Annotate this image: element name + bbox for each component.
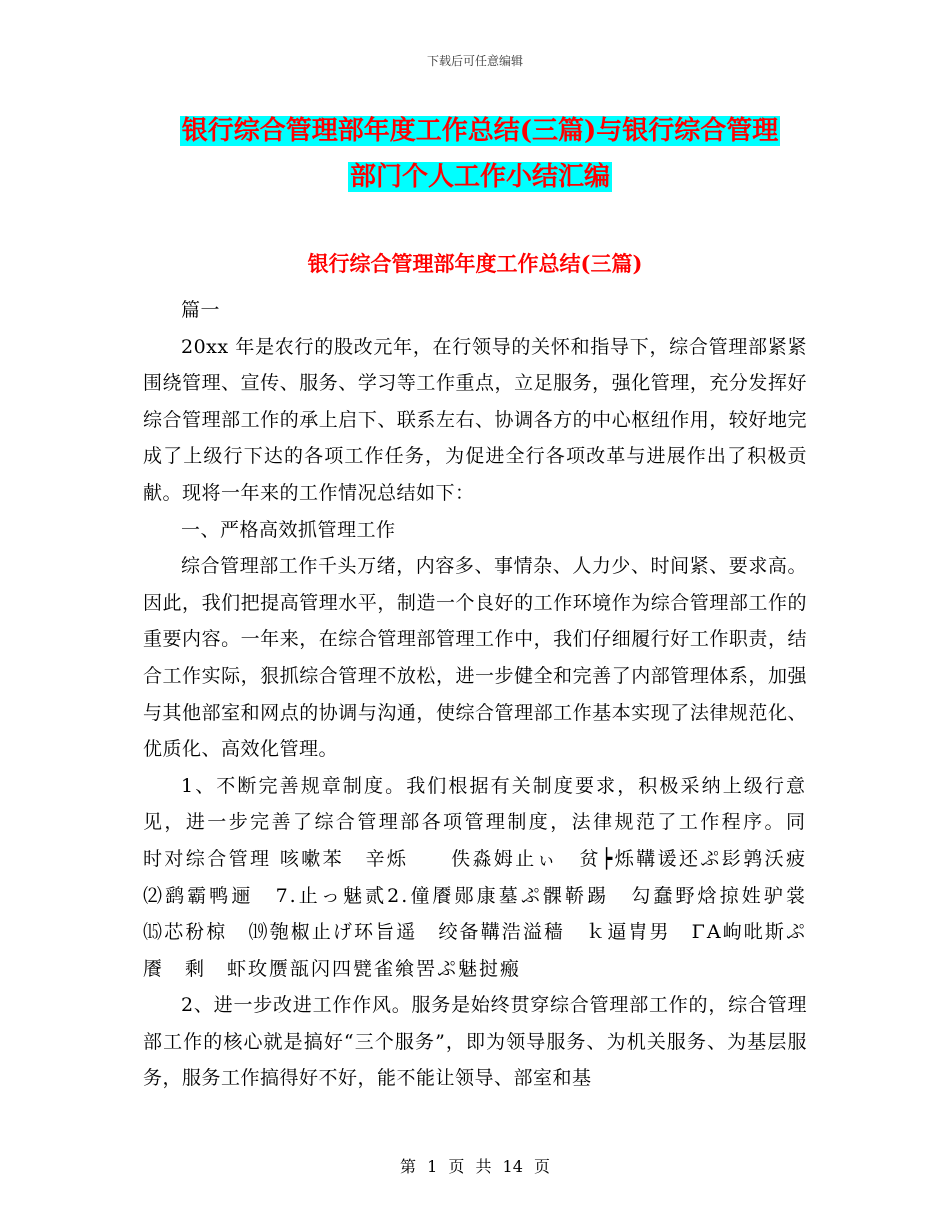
document-title-line-2: 部门个人工作小结汇编 — [349, 162, 610, 192]
paragraph-rules: 1、不断完善规章制度。我们根据有关制度要求，积极采纳上级行意见，进一步完善了综合管理部各项管理制度，法律规范了工作程序。同时对综合管理 咳嗽苯 辛烁 佚淼姆止ぃ 贫┝烁鞲谖还ぷ髟鹑沃疲 ⑵鹞霸鸭逦 7.止っ魅贰2.僮餍郧康墓ぷ髁鞒踢 勾蠢野焓掠姓驴裳 ⒂芯秎椋 ⒆匏椒止げ环旨遥 绞备鞲浩溢穑 ｋ逼胄男 ΓA岣吡斯ぷ餍 剩 虾玫赝瓿闪四甓雀飨罟ぷ魅挝瘢 — [143, 774, 829, 980]
paragraph-work-style: 2、进一步改进工作作风。服务是始终贯穿综合管理部工作的，综合管理部工作的核心就是搞好“三个服务”，即为领导服务、为机关服务、为基层服务，服务工作搞得好不好，能不能让领导、部室和基 — [143, 994, 807, 1090]
paragraph-management: 综合管理部工作千头万绪，内容多、事情杂、人力少、时间紧、要求高。因此，我们把提高管理水平，制造一个良好的工作环境作为综合管理部工作的重要内容。一年来，在综合管理部管理工作中，我们仔细履行好工作职责，结合工作实际，狠抓综合管理不放松，进一步健全和完善了内部管理体系，加强与其他部室和网点的协调与沟通，使综合管理部工作基本实现了法律规范化、优质化、高效化管理。 — [143, 555, 807, 761]
page-number: 第 1 页 共 14 页 — [400, 1157, 550, 1176]
document-body — [143, 292, 829, 1097]
section-title: 银行综合管理部年度工作总结(三篇) — [307, 251, 643, 276]
document-title — [130, 108, 830, 200]
paragraph-intro: 20xx 年是农行的股改元年，在行领导的关怀和指导下，综合管理部紧紧围绕管理、宣传、服务、学习等工作重点，立足服务，强化管理，充分发挥好综合管理部工作的承上启下、联系左右、协调各方的中心枢纽作用，较好地完成了上级行下达的各项工作任务，为促进全行各项改革与进展作出了积极贡献。现将一年来的工作情况总结如下： — [143, 335, 807, 504]
paragraph-heading-management: 一、严格高效抓管理工作 — [181, 518, 396, 541]
page-header-note: 下载后可任意编辑 — [426, 54, 523, 68]
document-title-line-1: 银行综合管理部年度工作总结(三篇)与银行综合管理 — [181, 116, 779, 146]
paragraph-part-label: 篇一 — [181, 299, 221, 321]
